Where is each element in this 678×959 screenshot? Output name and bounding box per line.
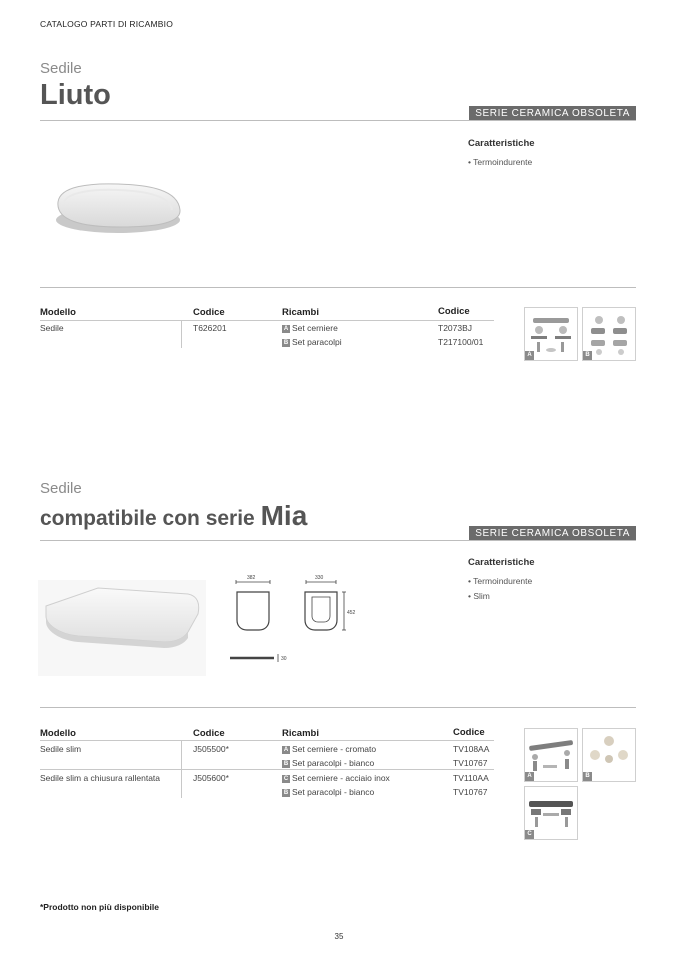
col-header-code: Codice bbox=[193, 307, 225, 318]
thumb-letter: A bbox=[525, 772, 534, 781]
thumb-letter: B bbox=[583, 351, 592, 360]
part-name: Set paracolpi bbox=[292, 337, 342, 347]
part-code: T2073BJ bbox=[438, 323, 473, 333]
table-row-line bbox=[40, 769, 494, 770]
section2-title-emphasis: Mia bbox=[260, 500, 308, 531]
part-name: Set cerniere - acciaio inox bbox=[292, 773, 390, 783]
liuto-seat-image bbox=[50, 180, 190, 240]
part-letter: B bbox=[283, 790, 289, 796]
part-item bbox=[282, 773, 390, 783]
section1-series-badge: SERIE CERAMICA OBSOLETA bbox=[469, 106, 636, 120]
thumb-letter: A bbox=[525, 351, 534, 360]
row-code: J505500* bbox=[193, 744, 229, 754]
table-header-line bbox=[40, 320, 494, 321]
dim-width-2: 330 bbox=[315, 575, 324, 581]
col-header-code: Codice bbox=[193, 728, 225, 739]
section2-table-rule bbox=[40, 707, 636, 708]
feature-item: • Slim bbox=[468, 591, 490, 601]
section2-rule bbox=[40, 540, 636, 541]
row-code: T626201 bbox=[193, 323, 227, 333]
part-item bbox=[282, 787, 374, 797]
col-header-part-code: Codice bbox=[453, 727, 485, 738]
row-model: Sedile slim bbox=[40, 744, 82, 754]
row-model: Sedile slim a chiusura rallentata bbox=[40, 773, 161, 783]
table-divider bbox=[181, 320, 182, 348]
dim-width-1: 382 bbox=[247, 575, 256, 581]
col-header-model: Modello bbox=[40, 728, 76, 739]
thumb-buffer-set bbox=[582, 307, 636, 361]
section1-features bbox=[468, 138, 535, 170]
part-letter: C bbox=[283, 776, 289, 782]
row-code: J505600* bbox=[193, 773, 229, 783]
section2-features bbox=[468, 557, 535, 604]
slim-seat-image bbox=[38, 580, 206, 676]
col-header-parts: Ricambi bbox=[282, 307, 319, 318]
page-number: 35 bbox=[334, 932, 344, 941]
part-letter: A bbox=[283, 747, 289, 753]
part-item bbox=[282, 744, 376, 754]
part-letter: A bbox=[283, 326, 289, 332]
col-header-model: Modello bbox=[40, 307, 76, 318]
col-header-parts: Ricambi bbox=[282, 728, 319, 739]
table-header-line bbox=[40, 740, 494, 741]
part-item bbox=[282, 758, 374, 768]
feature-item: • Termoindurente bbox=[468, 576, 533, 586]
part-item bbox=[282, 337, 342, 347]
technical-drawing bbox=[226, 570, 356, 670]
col-header-part-code: Codice bbox=[438, 306, 470, 317]
dim-thickness: 30 bbox=[281, 656, 287, 662]
part-name: Set cerniere bbox=[292, 323, 338, 333]
section1-rule bbox=[40, 120, 636, 121]
thumb-hinge-set bbox=[524, 307, 578, 361]
thumb-letter: B bbox=[583, 772, 592, 781]
section1-table-rule bbox=[40, 287, 636, 288]
part-name: Set cerniere - cromato bbox=[292, 744, 377, 754]
features-title: Caratteristiche bbox=[468, 138, 535, 149]
part-item bbox=[282, 323, 338, 333]
row-model: Sedile bbox=[40, 323, 64, 333]
part-code: TV108AA bbox=[453, 744, 490, 754]
part-code: TV10767 bbox=[453, 758, 488, 768]
part-letter: B bbox=[283, 340, 289, 346]
section2-kicker: Sedile bbox=[40, 480, 82, 497]
dim-height: 452 bbox=[347, 610, 356, 616]
thumb-letter: C bbox=[525, 830, 534, 839]
part-code: T217100/01 bbox=[438, 337, 484, 347]
section2-series-badge: SERIE CERAMICA OBSOLETA bbox=[469, 526, 636, 540]
thumb-hinge-set-chrome bbox=[524, 728, 578, 782]
part-code: TV110AA bbox=[453, 773, 489, 783]
features-title: Caratteristiche bbox=[468, 557, 535, 568]
feature-item: • Termoindurente bbox=[468, 157, 533, 167]
footnote: *Prodotto non più disponibile bbox=[40, 902, 159, 912]
part-name: Set paracolpi - bianco bbox=[292, 787, 375, 797]
catalog-header: CATALOGO PARTI DI RICAMBIO bbox=[40, 19, 174, 29]
part-name: Set paracolpi - bianco bbox=[292, 758, 375, 768]
thumb-buffer-set-white bbox=[582, 728, 636, 782]
thumb-hinge-set-steel bbox=[524, 786, 578, 840]
section1-title: Liuto bbox=[40, 79, 111, 111]
section2-title-prefix: compatibile con serie bbox=[40, 507, 255, 530]
part-code: TV10767 bbox=[453, 787, 488, 797]
section2-title bbox=[40, 500, 307, 532]
part-letter: B bbox=[283, 761, 289, 767]
section1-kicker: Sedile bbox=[40, 60, 82, 77]
